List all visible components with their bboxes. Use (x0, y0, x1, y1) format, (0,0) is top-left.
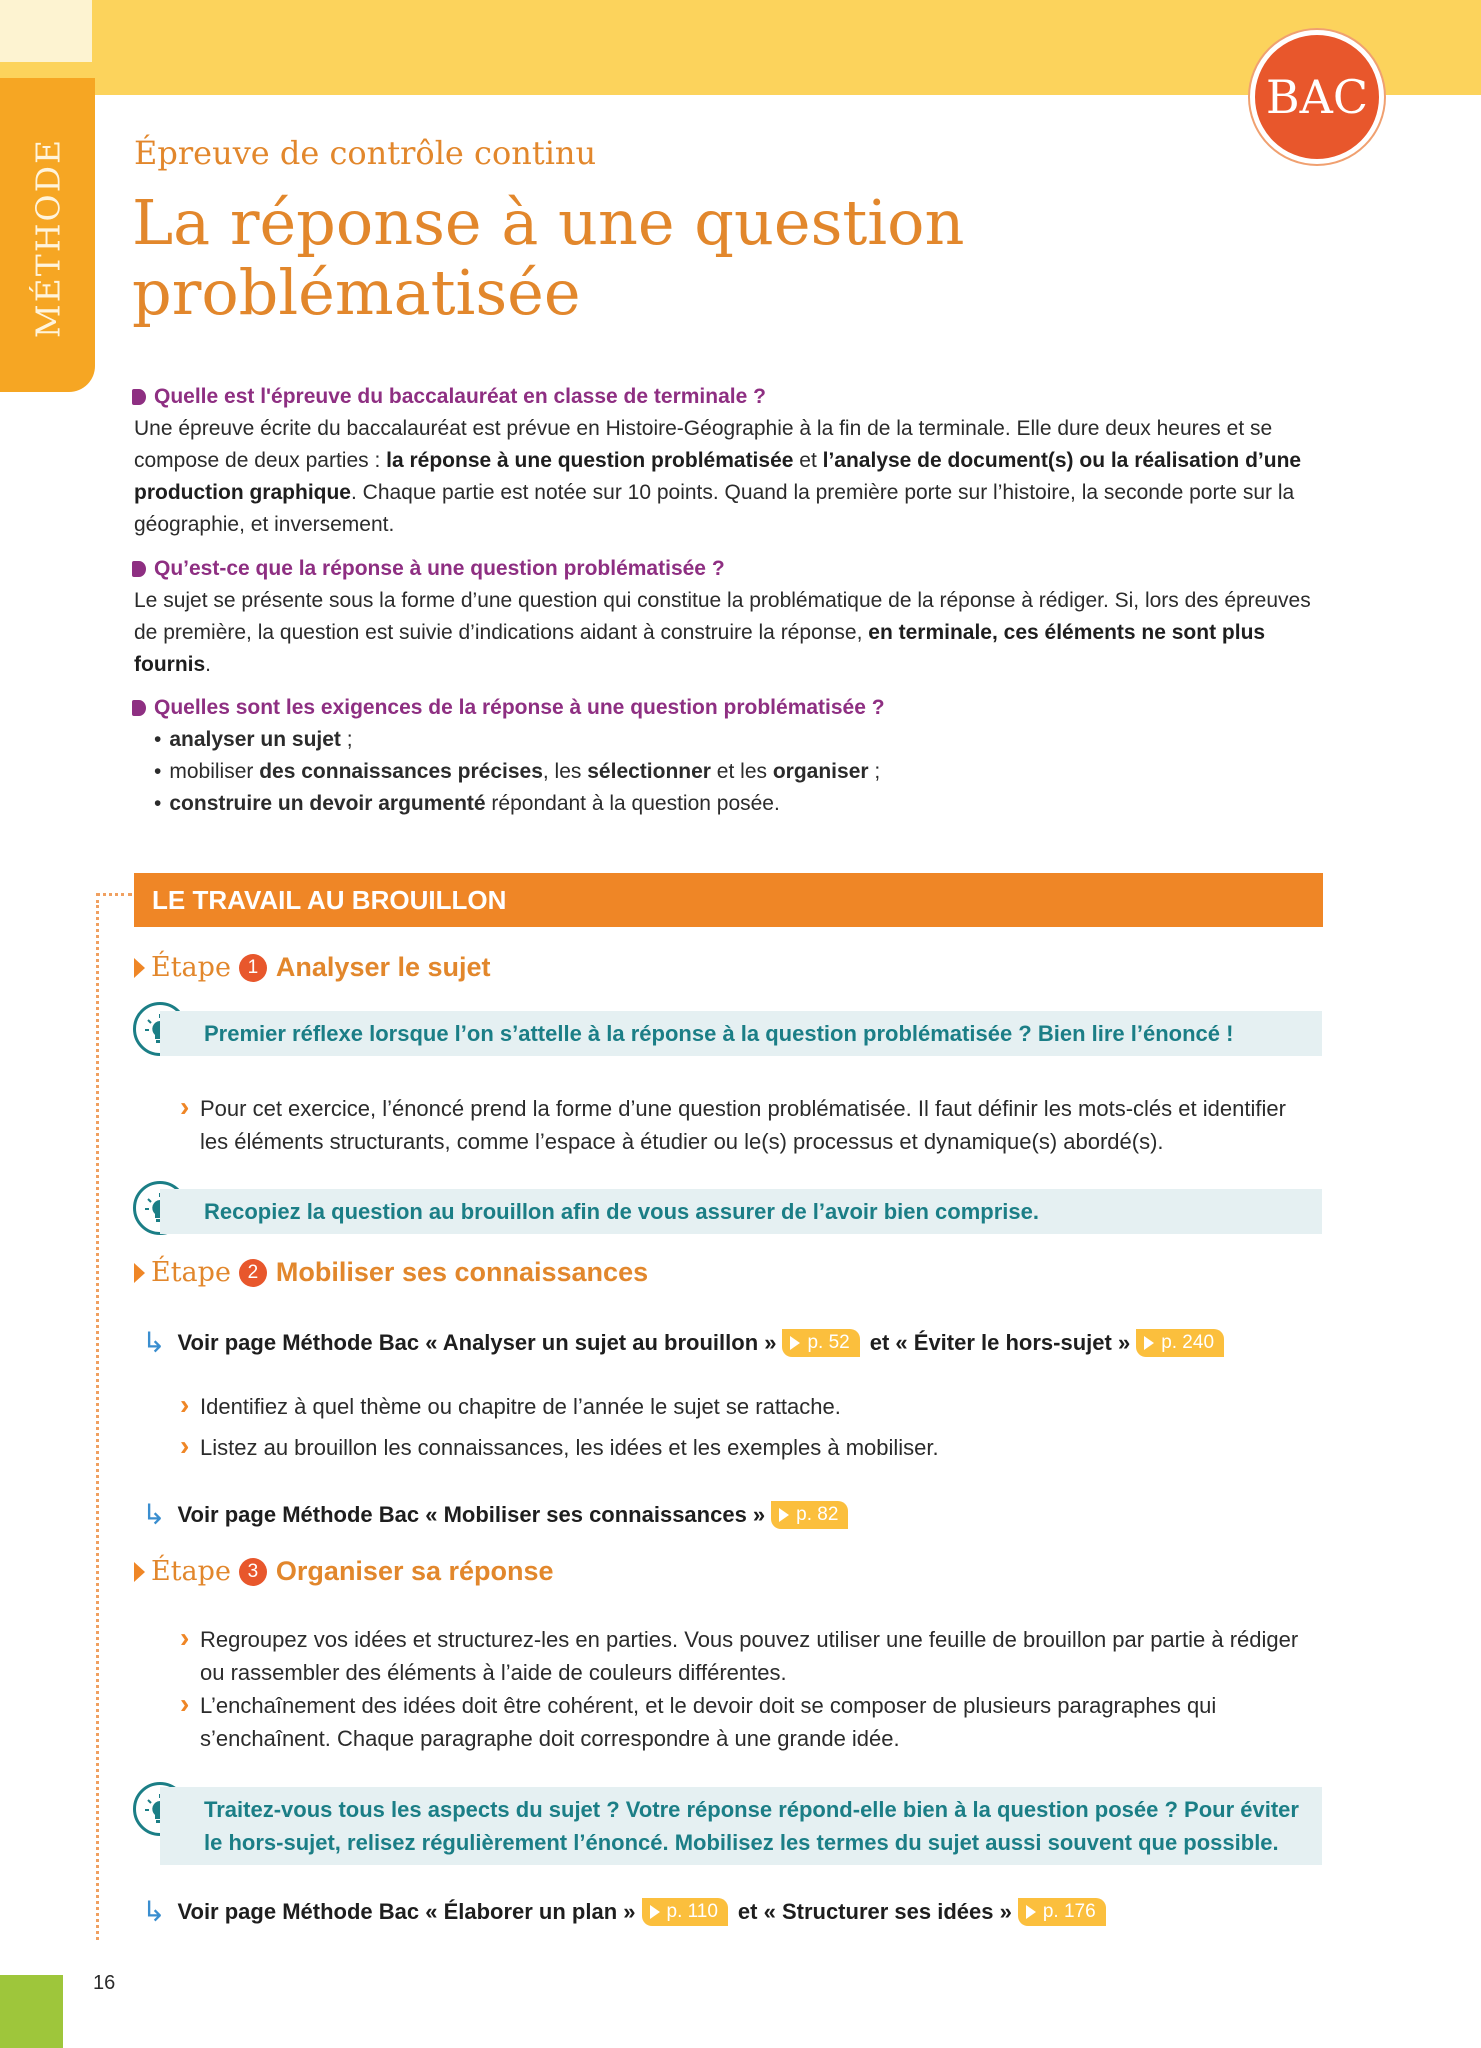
list-item: › Regroupez vos idées et structurez-les en parties. Vous pouvez utiliser une feuille de brouillon par partie à rédiger ou rassembler des éléments à l’aide de couleurs différentes. (180, 1623, 1320, 1689)
intro-answer-2: Le sujet se présente sous la forme d’une question qui constitue la problématique de la réponse à rédiger. Si, lors des épreuves de première, la question est suivie d’indications aidant à construire la réponse, en terminale, ces éléments ne sont plus fournis. (134, 589, 1311, 676)
triangle-icon (134, 1263, 145, 1283)
intro-question-1 (134, 381, 1324, 413)
step-1-list (180, 1092, 1320, 1158)
reference-text[interactable]: Voir page Méthode Bac « Élaborer un plan » (177, 1898, 636, 1924)
step-3-list (180, 1623, 1320, 1755)
intro-block-1 (134, 381, 1324, 541)
list-item: › L’enchaînement des idées doit être cohérent, et le devoir doit se composer de plusieurs paragraphes qui s’enchaînent. Chaque paragraphe doit correspondre à une grande idée. (180, 1689, 1320, 1755)
return-arrow-icon: ↳ (142, 1896, 166, 1927)
tip-2: Recopiez la question au brouillon afin de vous assurer de l’avoir bien comprise. (160, 1189, 1322, 1234)
triangle-icon (134, 1562, 145, 1582)
footer-color-block (0, 1975, 63, 2048)
etape-number: 3 (239, 1558, 267, 1586)
etape-2-heading (134, 1257, 648, 1288)
bullet-marker-icon (132, 389, 146, 405)
etape-title: Organiser sa réponse (275, 1556, 554, 1586)
tip-3: Traitez-vous tous les aspects du sujet ? Votre réponse répond-elle bien à la question posée ? Pour éviter le hors-sujet, relisez régulièrement l’énoncé. Mobilisez les termes du sujet aussi souvent que possible. (160, 1787, 1322, 1865)
bullet-marker-icon (132, 561, 146, 577)
play-icon (779, 1508, 789, 1522)
reference-3 (142, 1895, 1116, 1928)
page-link[interactable]: p. 82 (771, 1501, 848, 1529)
etape-number: 2 (239, 1259, 267, 1287)
reference-text[interactable]: et « Structurer ses idées » (737, 1898, 1012, 1924)
intro-block-2 (134, 553, 1324, 681)
section-dotted-top (96, 893, 132, 896)
return-arrow-icon: ↳ (142, 1499, 166, 1530)
intro-question-3 (134, 692, 1324, 724)
list-item: • mobiliser des connaissances précises, les sélectionner et les organiser ; (154, 756, 1324, 788)
intro-answer-1: Une épreuve écrite du baccalauréat est prévue en Histoire-Géographie à la fin de la terminale. Elle dure deux heures et se compose de deux parties : la réponse à une question problématisée et l’analyse de document(s) ou la réalisation d’une production graphique. Chaque partie est notée sur 10 points. Quand la première porte sur l’histoire, la seconde porte sur la géographie, et inversement. (134, 417, 1302, 536)
etape-word: Étape (151, 1257, 231, 1288)
step-2-list (180, 1390, 1320, 1464)
intro-question-2 (134, 553, 1324, 585)
etape-number: 1 (239, 954, 267, 982)
page-link[interactable]: p. 52 (782, 1329, 859, 1357)
etape-title: Mobiliser ses connaissances (275, 1257, 649, 1287)
triangle-icon (134, 958, 145, 978)
intro-question-3-text: Quelles sont les exigences de la réponse à une question problématisée ? (154, 696, 885, 719)
bac-badge: BAC (1250, 30, 1384, 164)
list-item: • analyser un sujet ; (154, 724, 1324, 756)
etape-3-heading (134, 1556, 554, 1587)
reference-1 (142, 1326, 1234, 1359)
reference-2 (142, 1498, 858, 1531)
list-item: › Identifiez à quel thème ou chapitre de l’année le sujet se rattache. (180, 1390, 1320, 1423)
list-item: › Listez au brouillon les connaissances, les idées et les exemples à mobiliser. (180, 1431, 1320, 1464)
reference-text[interactable]: Voir page Méthode Bac « Mobiliser ses connaissances » (177, 1501, 766, 1527)
return-arrow-icon: ↳ (142, 1327, 166, 1358)
intro-question-2-text: Qu’est-ce que la réponse à une question problématisée ? (154, 557, 725, 580)
list-item: • construire un devoir argumenté répondant à la question posée. (154, 788, 1324, 820)
etape-1-heading (134, 952, 491, 983)
side-tab-label: MÉTHODE (28, 137, 68, 339)
play-icon (1144, 1336, 1154, 1350)
intro-block-3 (134, 692, 1324, 820)
list-item: › Pour cet exercice, l’énoncé prend la forme d’une question problématisée. Il faut définir les mots-clés et identifier les éléments structurants, comme l’espace à étudier ou le(s) processus et dynamique(s) abordé(s). (180, 1092, 1320, 1158)
etape-word: Étape (151, 952, 231, 983)
page-link[interactable]: p. 110 (642, 1898, 728, 1926)
header-corner (0, 0, 92, 62)
tip-1: Premier réflexe lorsque l’on s’attelle à la réponse à la question problématisée ? Bien lire l’énoncé ! (160, 1011, 1322, 1056)
page-title: La réponse à une question problématisée (132, 186, 965, 329)
bullet-marker-icon (132, 700, 146, 716)
section-title: LE TRAVAIL AU BROUILLON (134, 873, 1323, 927)
intro-question-1-text: Quelle est l'épreuve du baccalauréat en classe de terminale ? (154, 385, 766, 408)
section-dotted-line (96, 900, 99, 1940)
supertitle: Épreuve de contrôle continu (134, 134, 597, 172)
reference-text[interactable]: et « Éviter le hors-sujet » (869, 1329, 1131, 1355)
play-icon (1026, 1905, 1036, 1919)
etape-title: Analyser le sujet (275, 952, 491, 982)
reference-text[interactable]: Voir page Méthode Bac « Analyser un sujet au brouillon » (177, 1329, 777, 1355)
play-icon (650, 1905, 660, 1919)
page-link[interactable]: p. 176 (1018, 1898, 1106, 1926)
play-icon (790, 1336, 800, 1350)
page-link[interactable]: p. 240 (1136, 1329, 1224, 1357)
page-number: 16 (93, 1972, 116, 1994)
requirements-list (134, 724, 1324, 820)
etape-word: Étape (151, 1556, 231, 1587)
